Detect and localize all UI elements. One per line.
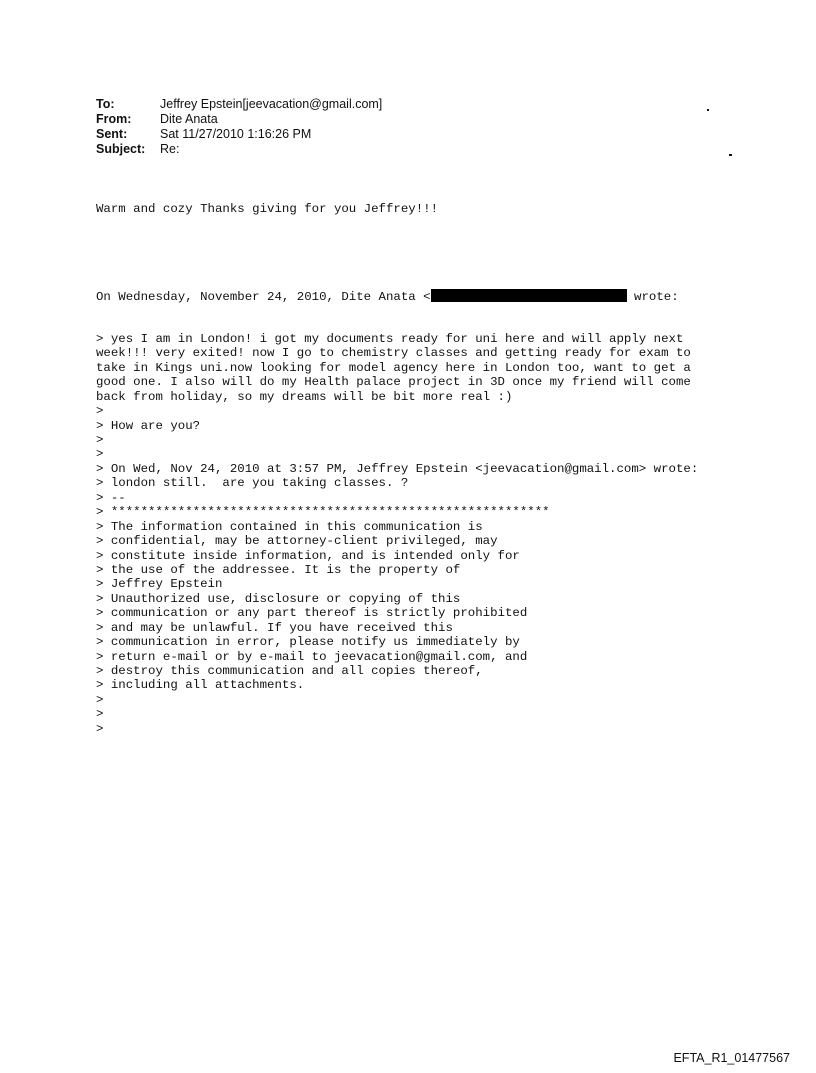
from-label: From: <box>96 112 132 126</box>
quote-intro-after: wrote: <box>626 289 679 304</box>
body-line: > <box>96 692 104 707</box>
body-line: > Jeffrey Epstein <box>96 577 223 592</box>
body-line: > Unauthorized use, disclosure or copying of this <box>96 591 461 606</box>
to-value: Jeffrey Epstein[jeevacation@gmail.com] <box>160 97 383 111</box>
body-line: take in Kings uni.now looking for model agency here in London too, want to get a <box>96 360 691 375</box>
body-line: > The information contained in this communication is <box>96 519 483 534</box>
scan-speck <box>707 109 709 111</box>
sent-label: Sent: <box>96 127 128 141</box>
subject-label: Subject: <box>96 142 146 156</box>
body-line: > On Wed, Nov 24, 2010 at 3:57 PM, Jeffrey Epstein <jeevacation@gmail.com> wrote: <box>96 461 699 476</box>
scan-speck <box>729 154 732 156</box>
body-line: > <box>96 404 104 419</box>
redaction-box <box>431 289 627 302</box>
quoted-lines <box>96 332 796 736</box>
subject-value: Re: <box>160 142 180 156</box>
body-line: > <box>96 433 104 447</box>
quote-intro-before: On Wednesday, November 24, 2010, Dite Anata < <box>96 289 431 304</box>
body-line: > communication in error, please notify us immediately by <box>96 635 520 650</box>
body-line: > confidential, may be attorney-client privileged, may <box>96 534 498 549</box>
body-line: > return e-mail or by e-mail to jeevacation@gmail.com, and <box>96 649 528 664</box>
to-label: To: <box>96 97 115 111</box>
body-line: > yes I am in London! i got my documents ready for uni here and will apply next <box>96 331 684 346</box>
body-line: week!!! very exited! now I go to chemistry classes and getting ready for exam to <box>96 346 691 361</box>
body-line: > <box>96 707 104 722</box>
sent-value: Sat 11/27/2010 1:16:26 PM <box>160 127 312 141</box>
body-line: > communication or any part thereof is strictly prohibited <box>96 606 528 621</box>
to-row <box>96 97 382 112</box>
body-line: > and may be unlawful. If you have received this <box>96 620 453 635</box>
body-line: > -- <box>96 490 126 505</box>
body-line: > destroy this communication and all copies thereof, <box>96 664 483 678</box>
body-line: > How are you? <box>96 418 201 433</box>
bates-number: EFTA_R1_01477567 <box>673 1051 790 1065</box>
body-line: good one. I also will do my Health palace project in 3D once my friend will come <box>96 375 691 390</box>
sent-row <box>96 127 382 142</box>
email-body <box>96 173 796 751</box>
body-line: > <box>96 721 104 736</box>
body-line: back from holiday, so my dreams will be bit more real :) <box>96 389 513 404</box>
email-header <box>96 97 382 157</box>
quote-intro-line <box>96 289 796 303</box>
blank-line <box>96 245 796 259</box>
body-line: > <box>96 447 104 462</box>
body-line: > the use of the addressee. It is the property of <box>96 562 461 577</box>
subject-row <box>96 142 382 157</box>
from-value: Dite Anata <box>160 112 218 126</box>
body-line: > constitute inside information, and is intended only for <box>96 548 520 563</box>
greeting-line: Warm and cozy Thanks giving for you Jeffrey!!! <box>96 201 439 216</box>
body-line: > *********************************************************** <box>96 505 550 520</box>
body-line: > including all attachments. <box>96 678 305 693</box>
from-row <box>96 112 382 127</box>
body-line: > london still. are you taking classes. ? <box>96 476 409 491</box>
